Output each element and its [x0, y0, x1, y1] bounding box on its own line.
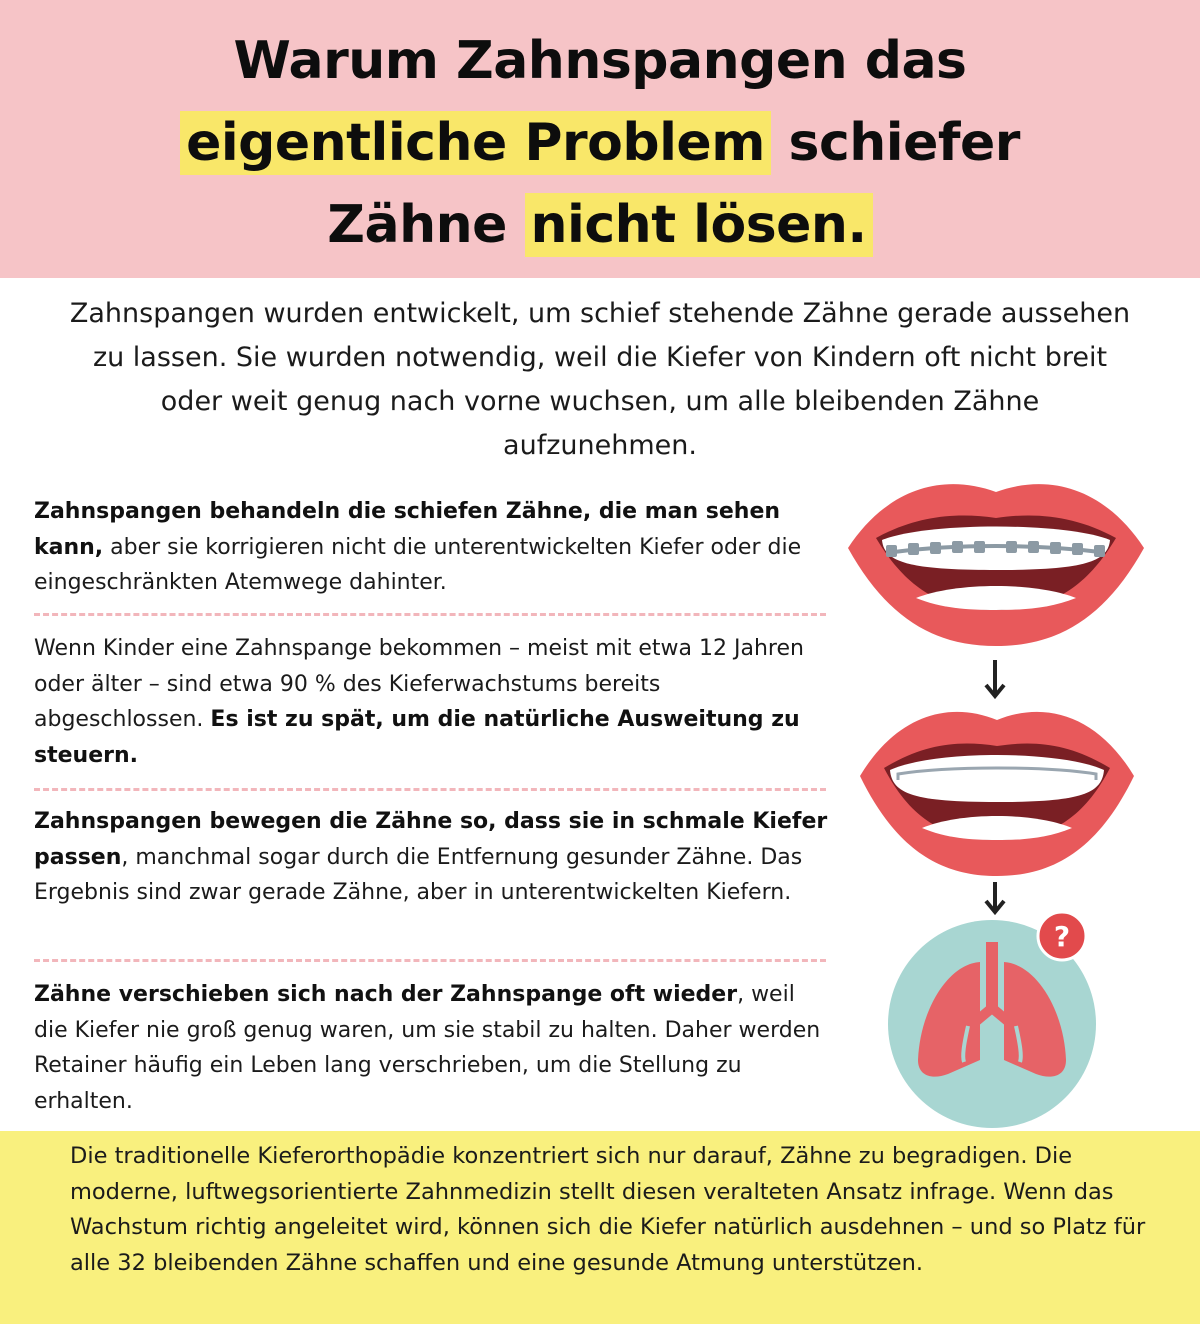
- arrow-down-icon: [984, 880, 1006, 916]
- title-highlight-not-solve: nicht lösen.: [525, 193, 873, 257]
- point-2-bold: Es ist zu spät, um die natürliche Ausweitung zu steuern.: [34, 707, 800, 768]
- question-mark: ?: [1053, 920, 1071, 953]
- point-3-text: , manchmal sogar durch die Entfernung gesunder Zähne. Das Ergebnis sind zwar gerade Zähne, aber in unterentwickelten Kiefern.: [34, 844, 803, 905]
- mouth-retainer-icon: [858, 698, 1136, 876]
- title-line-3-start: Zähne: [327, 195, 525, 255]
- point-3: [34, 804, 834, 911]
- point-4-bold: Zähne verschieben sich nach der Zahnspange oft wieder: [34, 982, 738, 1007]
- divider-1: [34, 613, 826, 616]
- mouth-braces-icon: [846, 470, 1146, 646]
- title-highlight-problem: eigentliche Problem: [180, 111, 771, 175]
- point-4: [34, 977, 834, 1119]
- page-title: [0, 20, 1200, 266]
- arrow-down-icon: [984, 658, 1006, 700]
- divider-3: [34, 959, 826, 962]
- point-3-bold: Zahnspangen bewegen die Zähne so, dass sie in schmale Kiefer passen: [34, 809, 828, 870]
- point-2: [34, 631, 834, 773]
- question-badge-icon: [1036, 910, 1088, 962]
- point-1: [34, 494, 834, 601]
- divider-2: [34, 788, 826, 791]
- point-4-text: , weil die Kiefer nie groß genug waren, um sie stabil zu halten. Daher werden Retainer häufig ein Leben lang verschrieben, um die Stellung zu erhalten.: [34, 982, 821, 1114]
- footer-paragraph: Die traditionelle Kieferorthopädie konzentriert sich nur darauf, Zähne zu begradigen. Die moderne, luftwegsorientierte Zahnmedizin stellt diesen veralteten Ansatz infrage. Wenn das Wachstum richtig angeleitet wird, können sich die Kiefer natürlich ausdehnen – und so Platz für alle 32 bleibenden Zähne schaffen und eine gesunde Atmung unterstützen.: [70, 1143, 1146, 1276]
- point-2-text: Wenn Kinder eine Zahnspange bekommen – meist mit etwa 12 Jahren oder älter – sind etwa 90 % des Kieferwachstums bereits abgeschlossen.: [34, 636, 804, 732]
- title-line-2-rest: schiefer: [770, 113, 1020, 173]
- point-1-text: aber sie korrigieren nicht die unterentwickelten Kiefer oder die eingeschränkten Atemwege dahinter.: [34, 534, 802, 595]
- point-1-bold: Zahnspangen behandeln die schiefen Zähne, die man sehen kann,: [34, 499, 781, 560]
- title-line-1: Warum Zahnspangen das: [233, 31, 967, 91]
- intro-paragraph: Zahnspangen wurden entwickelt, um schief stehende Zähne gerade aussehen zu lassen. Sie wurden notwendig, weil die Kiefer von Kindern oft nicht breit oder weit genug nach vorne wuchsen, um alle bleibenden Zähne aufzunehmen.: [69, 298, 1131, 461]
